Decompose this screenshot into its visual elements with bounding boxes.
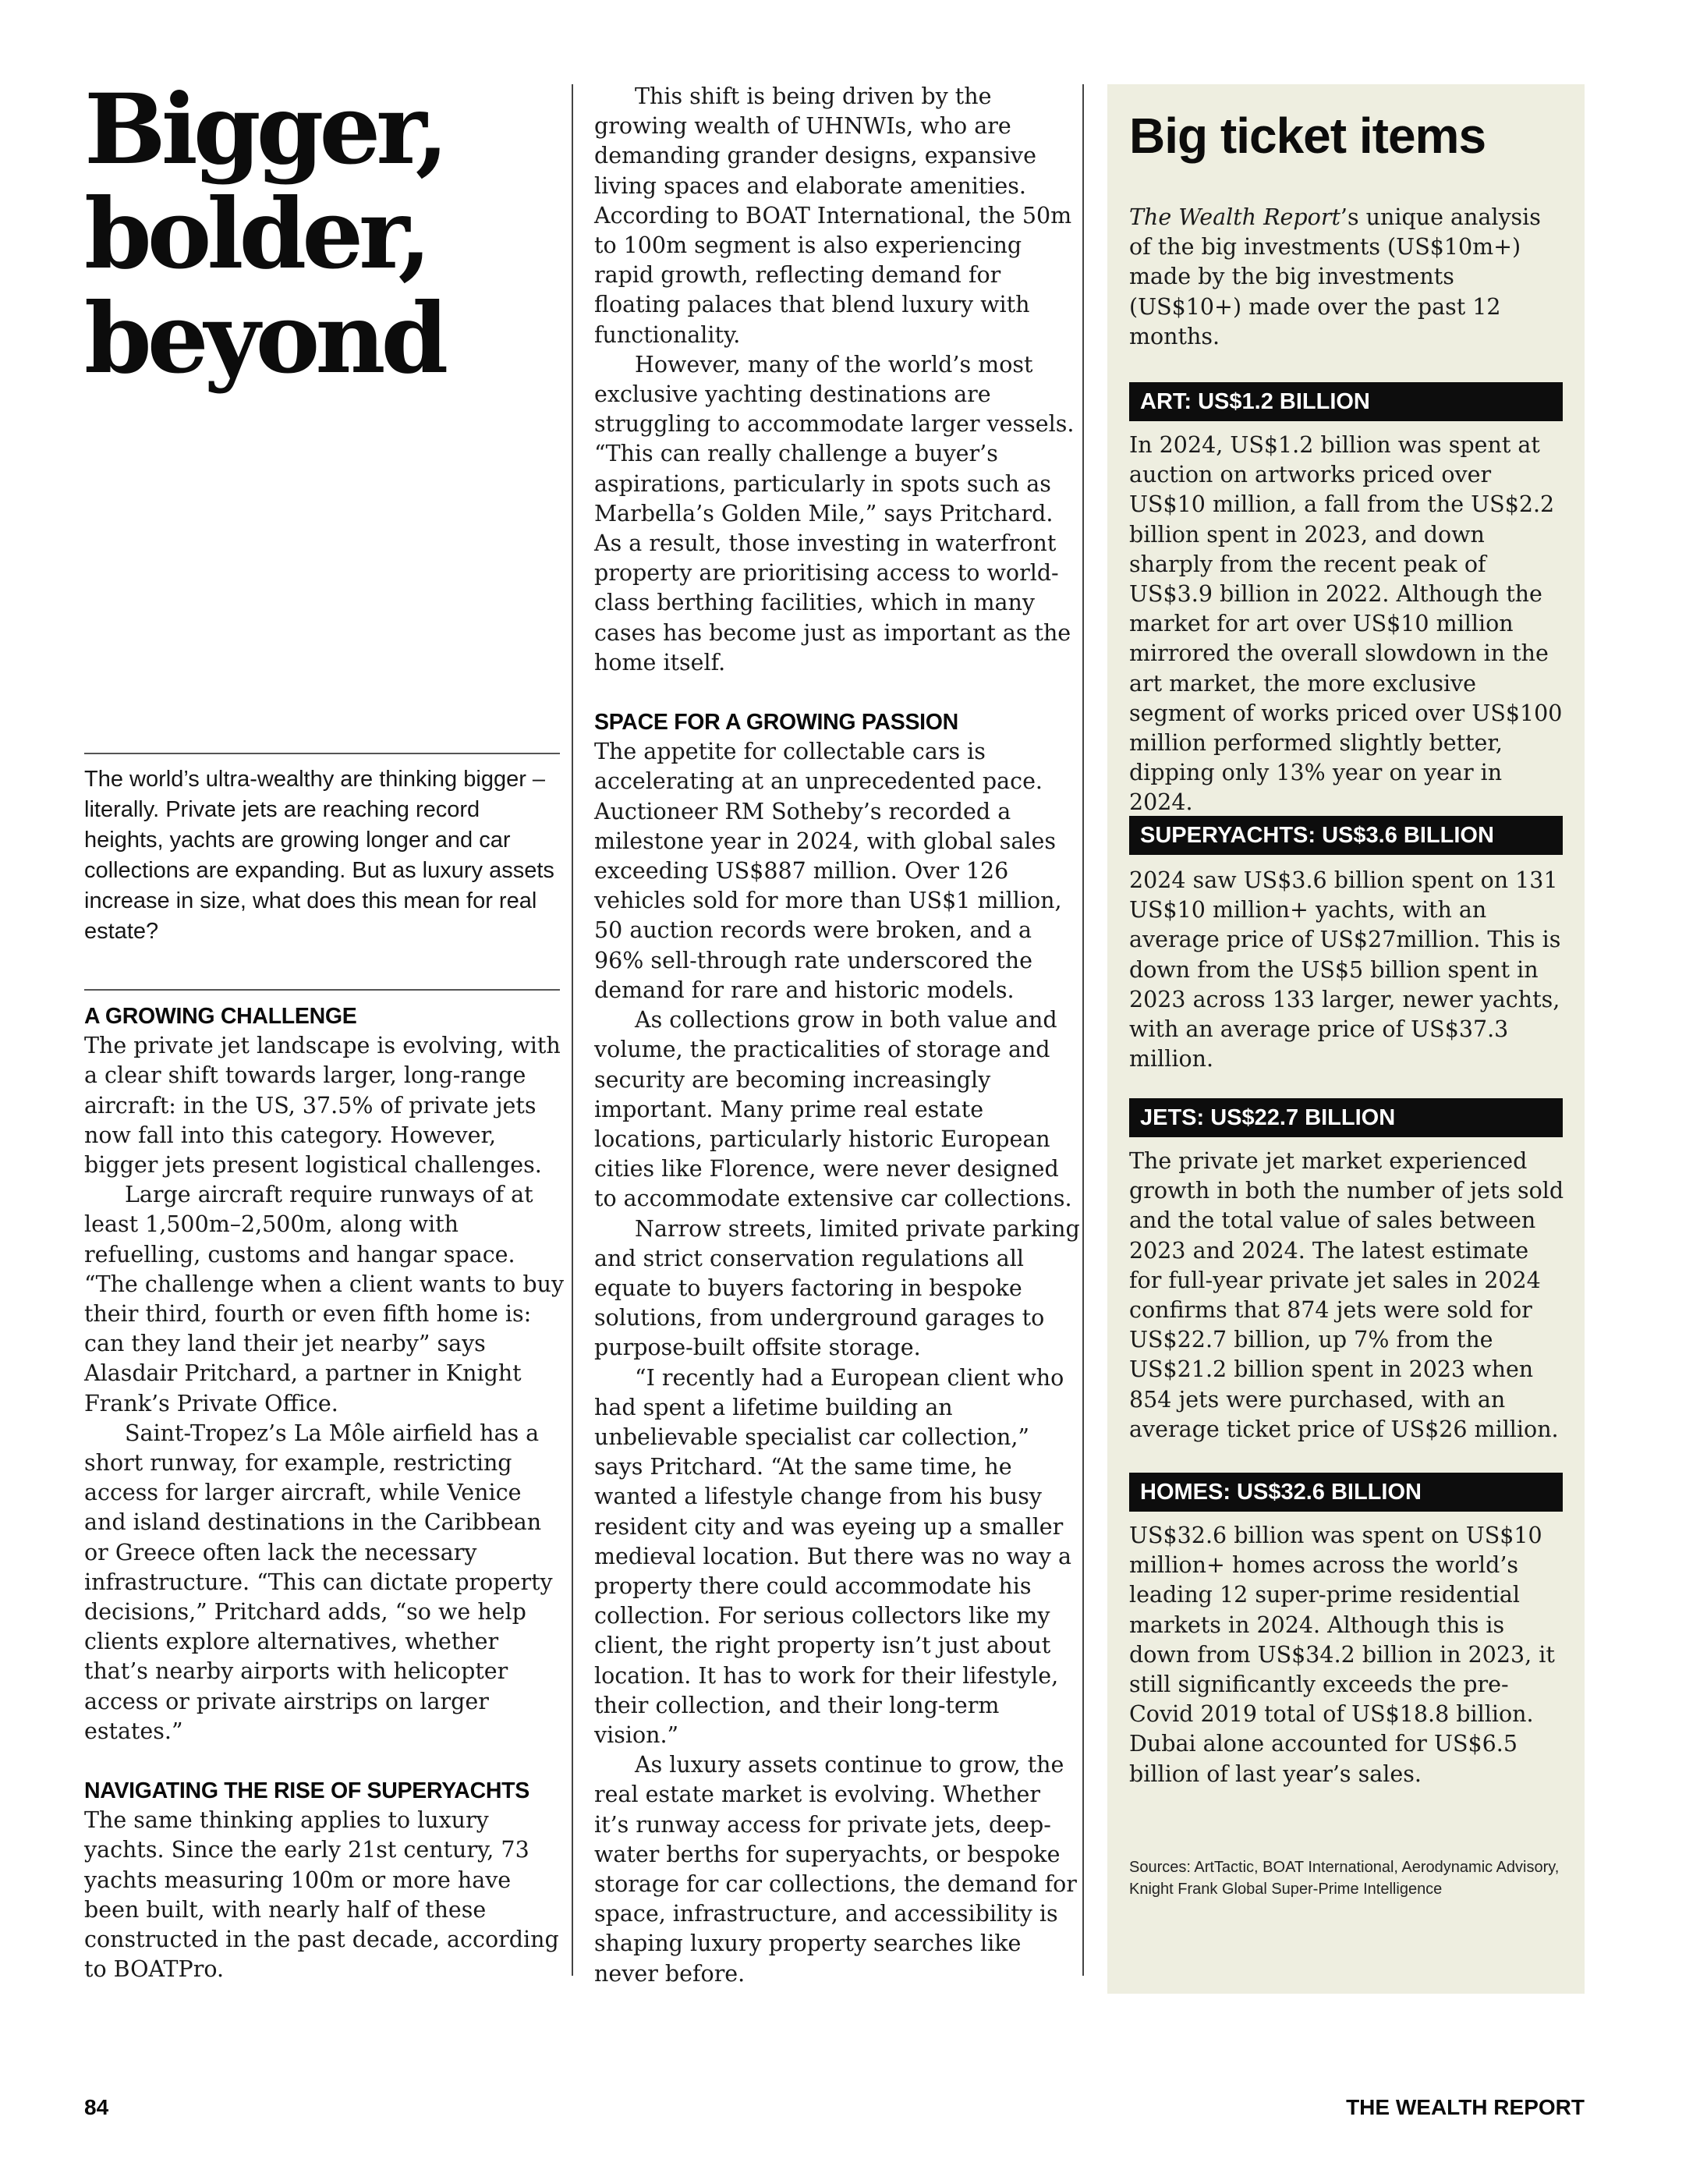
- category-text-jets: The private jet market experienced growth in both the number of jets sold and the total value of sales between 2023 and 2024. The latest estimate for full-year private jet sales in 2024 confirms that 874 jets were sold for US$22.7 billion, up 7% from the US$21.2 billion spent in 2023 when 854 jets were purchased, with an average ticket price of US$26 million.: [1129, 1148, 1564, 1442]
- paragraph: Narrow streets, limited private parking and strict conservation regulations all equate to buyers factoring in bespoke solutions, from underground garages to purpose-built offsite storage.: [594, 1215, 1080, 1361]
- paragraph: Large aircraft require runways of at least 1,500m–2,500m, along with refuelling, customs and hangar space. “The challenge when a client wants to buy their third, fourth or even fifth home is: can they land their jet nearby” says Alasdair Pritchard, a partner in Knight Frank’s Private Office.: [84, 1182, 565, 1416]
- paragraph: However, many of the world’s most exclusive yachting destinations are struggling to accommodate larger vessels. “This can really challenge a buyer’s aspirations, particularly in spots such as Marbella’s Golden Mile,” says Pritchard. As a result, those investing in waterfront property are prioritising access to world-class berthing facilities, which in many cases has become just as important as the home itself.: [594, 351, 1075, 675]
- sources-note: Sources: ArtTactic, BOAT International, Aerodynamic Advisory, Knight Frank Global Super-Prime Intelligence: [1129, 1859, 1560, 1898]
- section-heading: NAVIGATING THE RISE OF SUPERYACHTS: [84, 1778, 529, 1804]
- category-text-homes: US$32.6 billion was spent on US$10 million+ homes across the world’s leading 12 super-prime residential markets in 2024. Although this is down from US$34.2 billion in 2023, it still significantly exceeds the pre-Covid 2019 total of US$18.8 billion. Dubai alone accounted for US$6.5 billion of last year’s sales.: [1129, 1523, 1555, 1787]
- column-divider: [1082, 84, 1084, 1976]
- category-label-jets: JETS: US$22.7 BILLION: [1129, 1098, 1563, 1137]
- title-line: bolder,: [84, 178, 427, 291]
- sidebar-intro-text: ’s unique analysis of the big investments (US$10m+) made by the big investments (US$10+) made over the past 12 months.: [1129, 204, 1541, 349]
- title-line: Bigger,: [84, 73, 444, 186]
- column-divider: [572, 84, 573, 1976]
- divider: [84, 753, 560, 754]
- paragraph: This shift is being driven by the growing wealth of UHNWIs, who are demanding grander designs, expansive living spaces and elaborate amenities. According to BOAT International, the 50m to 100m segment is also experiencing rapid growth, reflecting demand for floating palaces that blend luxury with functionality.: [594, 83, 1072, 348]
- paragraph: The private jet landscape is evolving, with a clear shift towards larger, long-range aircraft: in the US, 37.5% of private jets now fall into this category. However, bigger jets present logistical challenges.: [84, 1033, 561, 1179]
- category-label-superyachts: SUPERYACHTS: US$3.6 BILLION: [1129, 816, 1563, 855]
- sidebar-panel: [1107, 84, 1585, 1994]
- paragraph: “I recently had a European client who had spent a lifetime building an unbelievable specialist car collection,” says Pritchard. “At the same time, he wanted a lifestyle change from his busy resident city and was eyeing up a smaller medieval location. But there was no way a property there could accommodate his collection. For serious collectors like my client, the right property isn’t just about location. It has to work for their lifestyle, their collection, and their long-term vision.”: [594, 1364, 1072, 1748]
- article-title: [84, 73, 583, 395]
- article-standfirst: The world’s ultra-wealthy are thinking bigger – literally. Private jets are reaching record heights, yachts are growing longer and car collections are expanding. But as luxury assets increase in size, what does this mean for real estate?: [84, 767, 554, 944]
- title-line: beyond: [84, 282, 444, 395]
- divider: [84, 989, 560, 991]
- category-label-homes: HOMES: US$32.6 BILLION: [1129, 1473, 1563, 1512]
- article-column-2: [594, 82, 1082, 1989]
- publication-name: THE WEALTH REPORT: [1346, 2095, 1585, 2119]
- paragraph: As luxury assets continue to grow, the real estate market is evolving. Whether it’s runway access for private jets, deep-water berths for superyachts, or bespoke storage for car collections, the demand for space, infrastructure, and accessibility is shaping luxury property searches like never before.: [594, 1752, 1077, 1987]
- category-text-art: In 2024, US$1.2 billion was spent at auction on artworks priced over US$10 million, a fall from the US$2.2 billion spent in 2023, and down sharply from the recent peak of US$3.9 billion in 2022. Although the market for art over US$10 million mirrored the overall slowdown in the art market, the more exclusive segment of works priced over US$100 million performed slightly better, dipping only 13% year on year in 2024.: [1129, 432, 1563, 816]
- page-number: 84: [84, 2095, 109, 2119]
- section-heading: A GROWING CHALLENGE: [84, 1004, 357, 1029]
- sidebar-intro: [1129, 203, 1566, 352]
- publication-title: The Wealth Report: [1129, 204, 1340, 230]
- paragraph: As collections grow in both value and volume, the practicalities of storage and security are becoming increasingly important. Many prime real estate locations, particularly historic European cities like Florence, were never designed to accommodate extensive car collections.: [594, 1007, 1072, 1212]
- category-text-superyachts: 2024 saw US$3.6 billion spent on 131 US$10 million+ yachts, with an average price of US$27million. This is down from the US$5 billion spent in 2023 across 133 larger, newer yachts, with an average price of US$37.3 million.: [1129, 867, 1561, 1072]
- sidebar-title: Big ticket items: [1129, 108, 1486, 164]
- article-column-1: [84, 1002, 568, 1985]
- section-heading: SPACE FOR A GROWING PASSION: [594, 710, 958, 736]
- paragraph: The appetite for collectable cars is accelerating at an unprecedented pace. Auctioneer RM Sotheby’s recorded a milestone year in 2024, with global sales exceeding US$887 million. Over 126 vehicles sold for more than US$1 million, 50 auction records were broken, and a 96% sell-through rate underscored the demand for rare and historic models.: [594, 739, 1062, 1003]
- paragraph: Saint-Tropez’s La Môle airfield has a short runway, for example, restricting access for larger aircraft, while Venice and island destinations in the Caribbean or Greece often lack the necessary infrastructure. “This can dictate property decisions,” Pritchard adds, “so we help clients explore alternatives, whether that’s nearby airports with helicopter access or private airstrips on larger estates.”: [84, 1420, 553, 1744]
- paragraph: The same thinking applies to luxury yachts. Since the early 21st century, 73 yachts measuring 100m or more have been built, with nearly half of these constructed in the past decade, according to BOATPro.: [84, 1807, 559, 1983]
- category-label-art: ART: US$1.2 BILLION: [1129, 382, 1563, 421]
